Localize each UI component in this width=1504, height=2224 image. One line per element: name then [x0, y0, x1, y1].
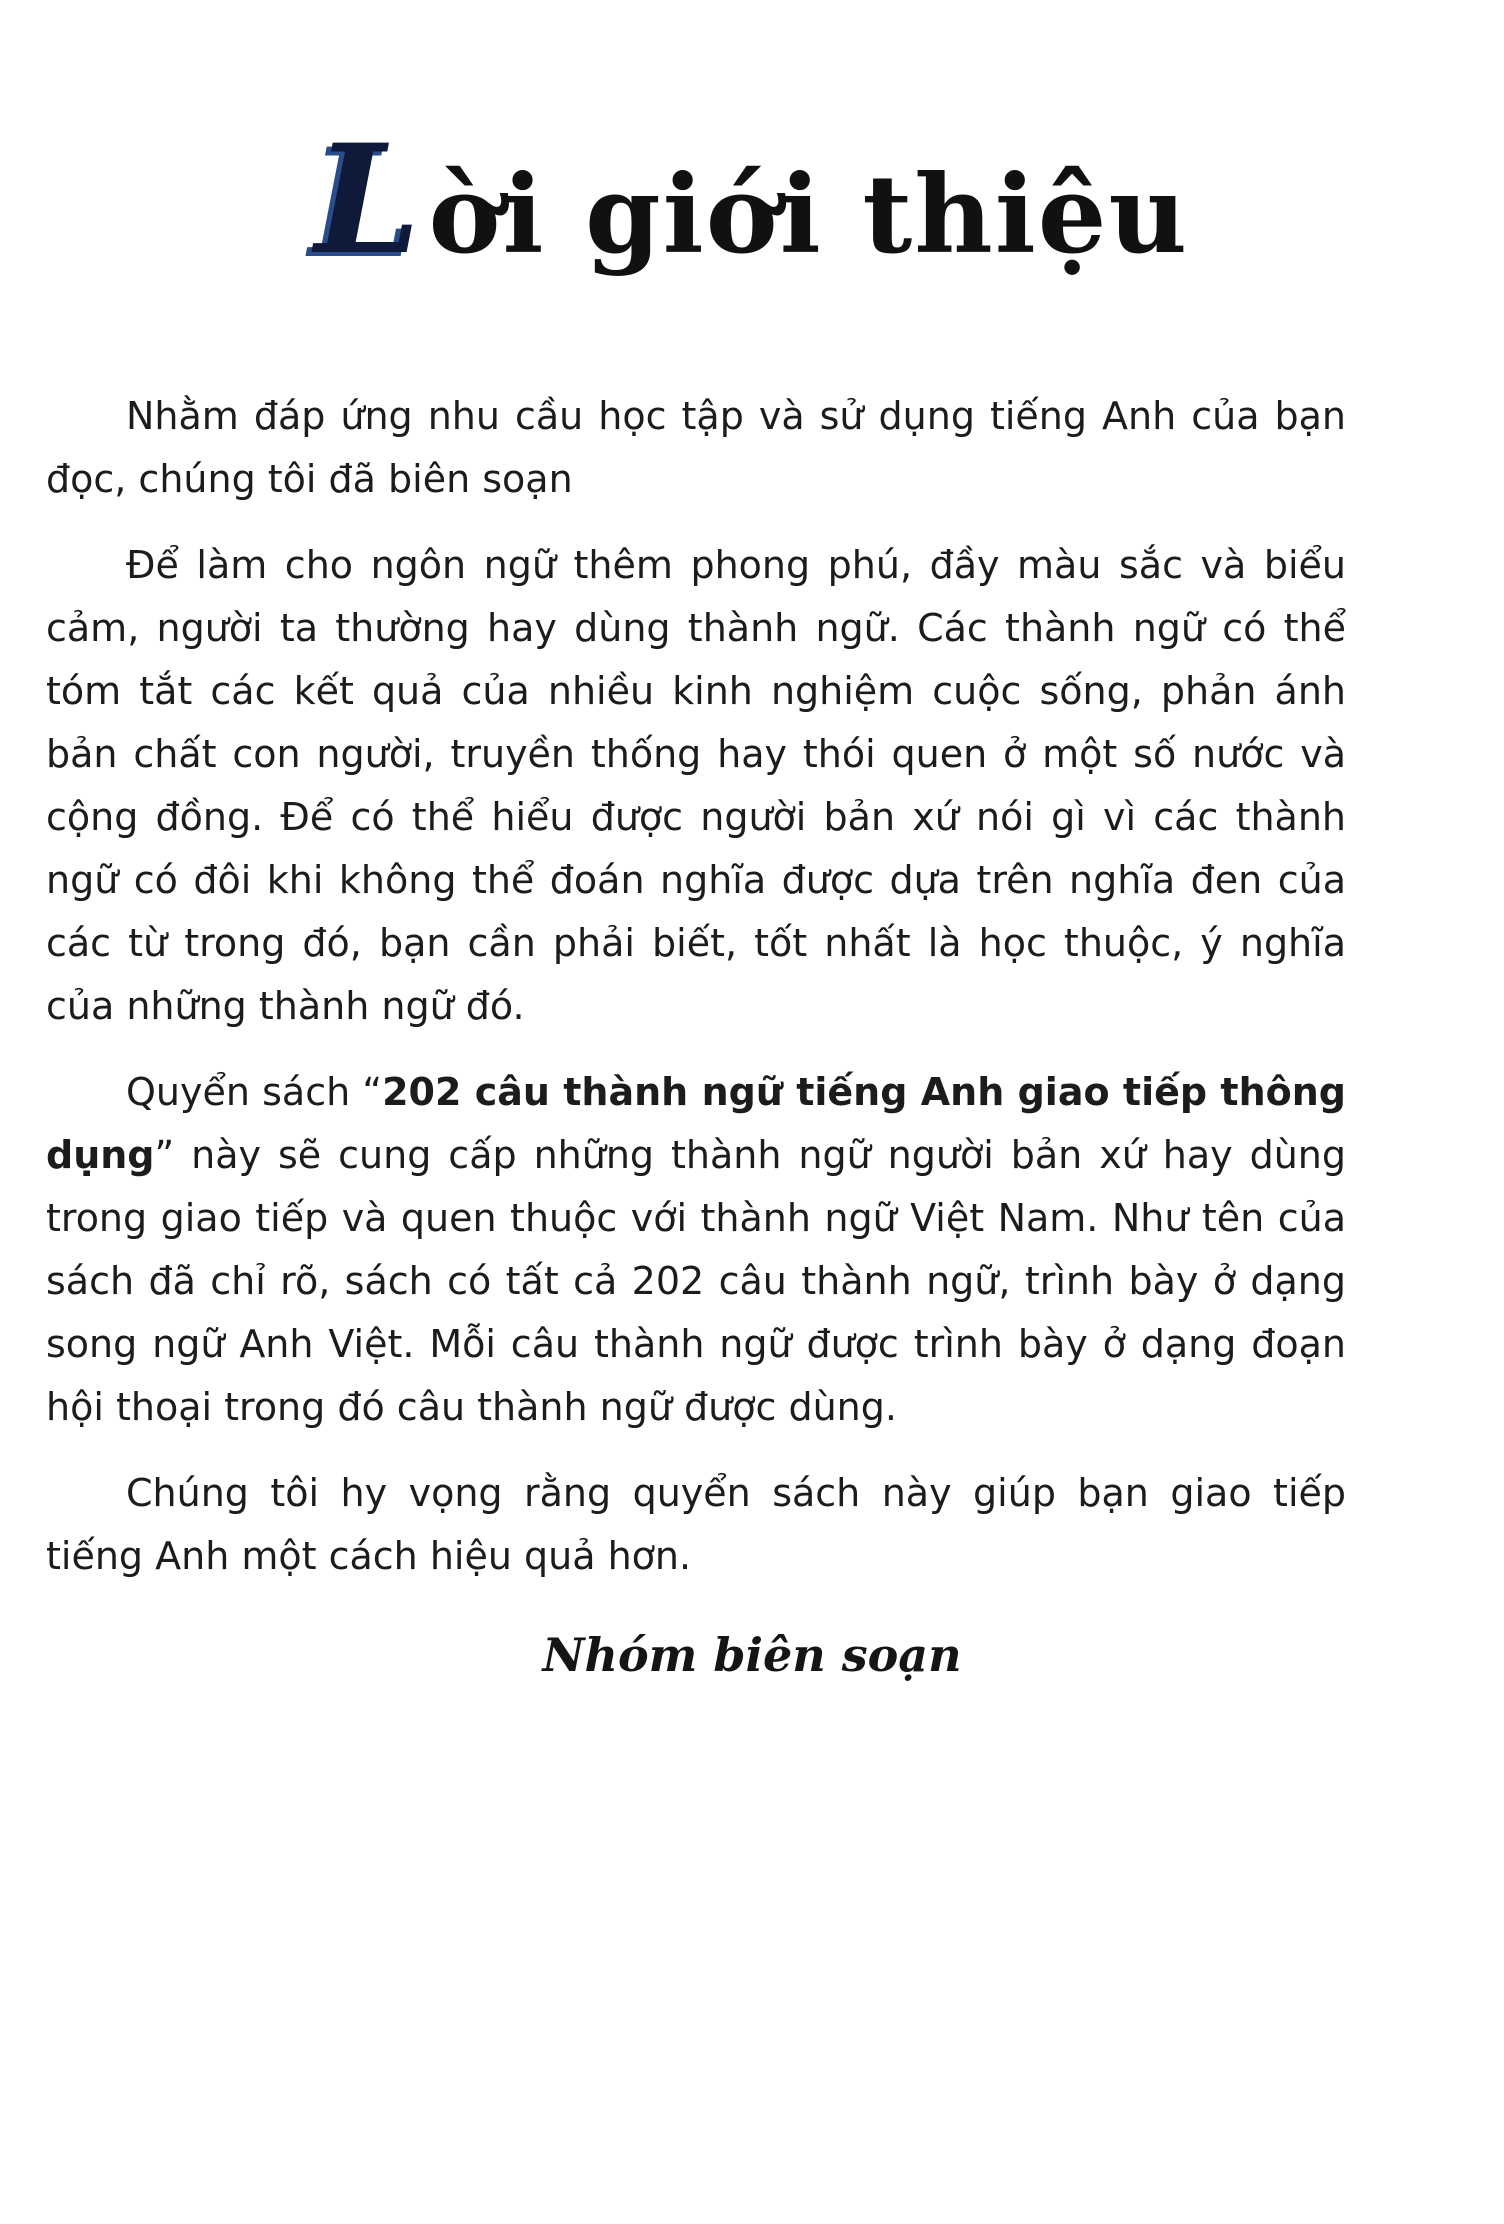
- book-title: 202 câu thành ngữ tiếng Anh giao tiếp thông dụng: [46, 1070, 1346, 1177]
- signature: Nhóm biên soạn: [542, 1628, 962, 1682]
- paragraph-idioms: Để làm cho ngôn ngữ thêm phong phú, đầy màu sắc và biểu cảm, người ta thường hay dùng thành ngữ. Các thành ngữ có thể tóm tắt các kết quả của nhiều kinh nghiệm cuộc sống, phản ánh bản chất con người, truyền thống hay thói quen ở một số nước và cộng đồng. Để có thể hiểu được người bản xứ nói gì vì các thành ngữ có đôi khi không thể đoán nghĩa được dựa trên nghĩa đen của các từ trong đó, bạn cần phải biết, tốt nhất là học thuộc, ý nghĩa của những thành ngữ đó.: [46, 543, 1346, 1028]
- introduction-body: [46, 385, 1346, 1611]
- title-text: ời giới thiệu: [428, 152, 1189, 278]
- book-paragraph-suffix: ” này sẽ cung cấp những thành ngữ người bản xứ hay dùng trong giao tiếp và quen thuộc với thành ngữ Việt Nam. Như tên của sách đã chỉ rõ, sách có tất cả 202 câu thành ngữ, trình bày ở dạng song ngữ Anh Việt. Mỗi câu thành ngữ được trình bày ở dạng đoạn hội thoại trong đó câu thành ngữ được dùng.: [46, 1133, 1346, 1429]
- paragraph-book: [46, 1061, 1346, 1439]
- title-decorative-capital: L: [314, 112, 423, 288]
- book-paragraph-prefix: Quyển sách “: [126, 1070, 383, 1114]
- paragraph-closing: Chúng tôi hy vọng rằng quyển sách này giúp bạn giao tiếp tiếng Anh một cách hiệu quả hơn.: [46, 1471, 1346, 1578]
- paragraph-intro: Nhằm đáp ứng nhu cầu học tập và sử dụng tiếng Anh của bạn đọc, chúng tôi đã biên soạn: [46, 394, 1346, 501]
- page-title: [0, 110, 1504, 290]
